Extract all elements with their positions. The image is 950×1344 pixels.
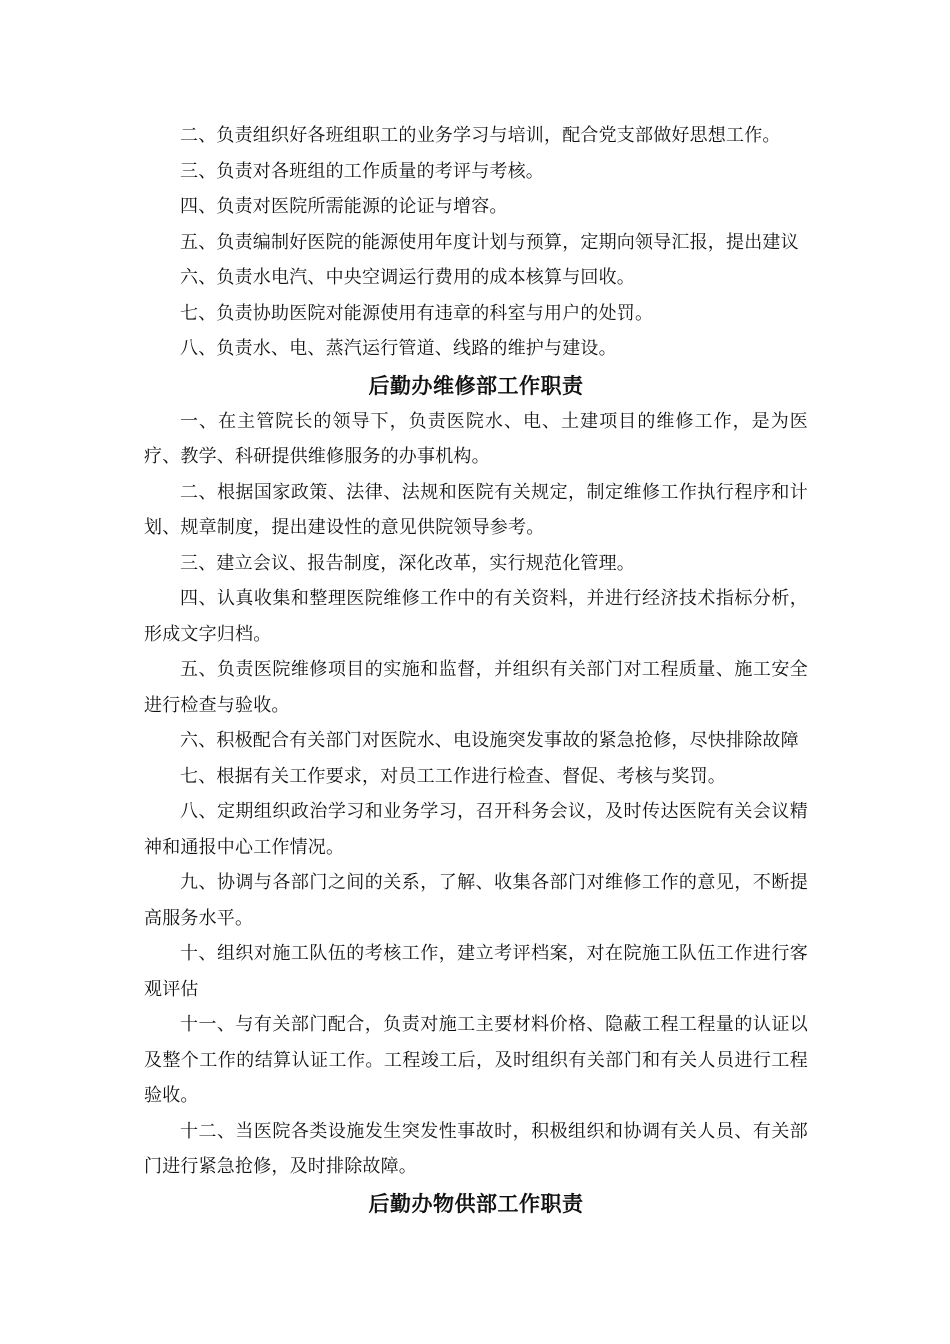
section-heading-supply: 后勤办物供部工作职责 [368, 1190, 584, 1216]
paragraph-repair-9: 九、协调与各部门之间的关系，了解、收集各部门对维修工作的意见，不断提高服务水平。 [144, 872, 808, 929]
paragraph-top-2: 二、负责组织好各班组职工的业务学习与培训，配合党支部做好思想工作。 [180, 125, 781, 146]
paragraph-top-5: 五、负责编制好医院的能源使用年度计划与预算，定期向领导汇报，提出建议 [180, 231, 799, 253]
paragraph-repair-2: 二、根据国家政策、法律、法规和医院有关规定，制定维修工作执行程序和计划、规章制度，提出建设性的意见供院领导参考。 [144, 481, 808, 538]
paragraph-repair-3: 三、建立会议、报告制度，深化改革，实行规范化管理。 [180, 552, 635, 574]
paragraph-repair-5: 五、负责医院维修项目的实施和监督，并组织有关部门对工程质量、施工安全进行检查与验收。 [144, 659, 808, 716]
paragraph-top-6: 六、负责水电汽、中央空调运行费用的成本核算与回收。 [180, 267, 635, 288]
paragraph-repair-1: 一、在主管院长的领导下，负责医院水、电、土建项目的维修工作，是为医疗、教学、科研提供维修服务的办事机构。 [144, 410, 808, 467]
document-body [144, 118, 808, 1222]
paragraph-repair-4: 四、认真收集和整理医院维修工作中的有关资料，并进行经济技术指标分析，形成文字归档。 [144, 588, 808, 645]
paragraph-repair-12: 十二、当医院各类设施发生突发性事故时，积极组织和协调有关人员、有关部门进行紧急抢修，及时排除故障。 [144, 1120, 808, 1177]
section-heading-repair: 后勤办维修部工作职责 [368, 372, 584, 398]
paragraph-repair-10: 十、组织对施工队伍的考核工作，建立考评档案，对在院施工队伍工作进行客观评估 [144, 943, 808, 1000]
paragraph-repair-7: 七、根据有关工作要求，对员工工作进行检查、督促、考核与奖罚。 [180, 765, 726, 787]
paragraph-top-7: 七、负责协助医院对能源使用有违章的科室与用户的处罚。 [180, 302, 654, 324]
paragraph-top-4: 四、负责对医院所需能源的论证与增容。 [180, 196, 508, 217]
paragraph-repair-6: 六、积极配合有关部门对医院水、电设施突发事故的紧急抢修，尽快排除故障 [180, 730, 799, 751]
paragraph-top-3: 三、负责对各班组的工作质量的考评与考核。 [180, 160, 544, 182]
paragraph-repair-8: 八、定期组织政治学习和业务学习，召开科务会议，及时传达医院有关会议精神和通报中心工作情况。 [144, 801, 808, 858]
paragraph-top-8: 八、负责水、电、蒸汽运行管道、线路的维护与建设。 [180, 338, 617, 359]
paragraph-repair-11: 十一、与有关部门配合，负责对施工主要材料价格、隐蔽工程工程量的认证以及整个工作的结算认证工作。工程竣工后，及时组织有关部门和有关人员进行工程验收。 [144, 1014, 808, 1106]
